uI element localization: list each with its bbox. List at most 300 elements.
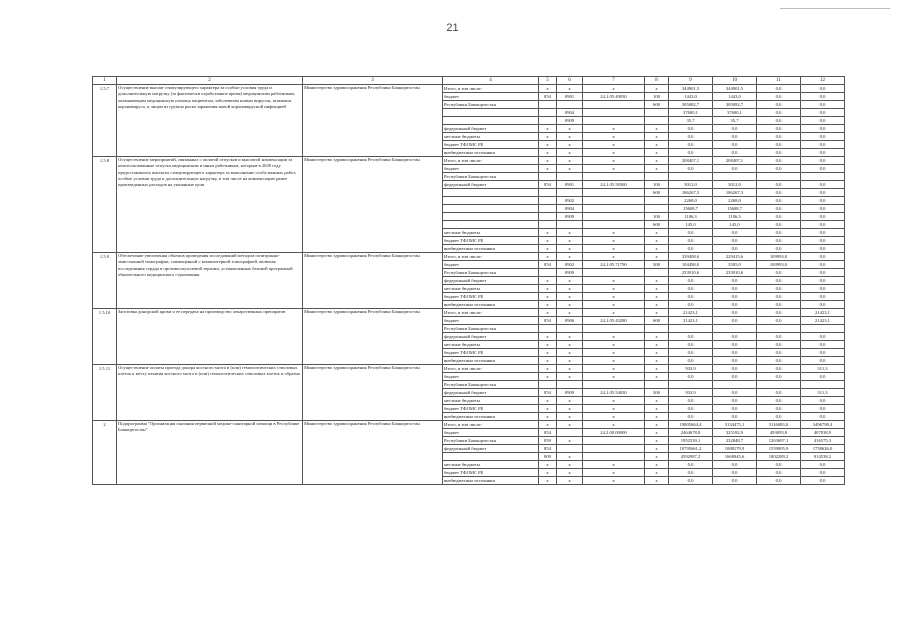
value-cell — [557, 429, 583, 437]
value-cell: x — [539, 149, 557, 157]
value-cell: 1106,3 — [713, 213, 757, 221]
value-cell: x — [583, 461, 645, 469]
value-cell: x — [645, 437, 669, 445]
header-row — [93, 77, 845, 85]
value-cell: 0,0 — [757, 285, 801, 293]
value-cell: x — [583, 357, 645, 365]
value-cell — [539, 325, 557, 333]
value-cell: 0,0 — [757, 157, 801, 165]
value-cell: 229415,6 — [713, 253, 757, 261]
value-cell: 3012,0 — [669, 181, 713, 189]
source-cell: бюджет — [443, 373, 539, 381]
value-cell: x — [645, 157, 669, 165]
value-cell: 854 — [539, 389, 557, 397]
value-cell: x — [539, 461, 557, 469]
source-cell — [443, 117, 539, 125]
header-cell: 1 — [93, 77, 117, 85]
value-cell — [583, 117, 645, 125]
value-cell — [539, 269, 557, 277]
section-name: Заготовка донорской крови и ее передача на производство лекарственных препаратов — [117, 309, 303, 365]
value-cell: 208407,1 — [713, 157, 757, 165]
value-cell: x — [539, 341, 557, 349]
source-cell: Республики Башкортостан — [443, 269, 539, 277]
budget-table-sheet — [92, 76, 844, 485]
source-cell — [443, 453, 539, 461]
value-cell: 0,0 — [801, 157, 845, 165]
value-cell: x — [645, 125, 669, 133]
value-cell: 0,0 — [669, 341, 713, 349]
value-cell — [713, 325, 757, 333]
source-cell: федеральный бюджет — [443, 389, 539, 397]
value-cell — [757, 173, 801, 181]
value-cell: x — [539, 165, 557, 173]
value-cell: x — [539, 333, 557, 341]
value-cell: 0,0 — [801, 341, 845, 349]
value-cell: 0,0 — [801, 469, 845, 477]
value-cell: 854 — [539, 93, 557, 101]
value-cell: 0,0 — [801, 229, 845, 237]
value-cell — [557, 173, 583, 181]
value-cell: x — [583, 309, 645, 317]
value-cell — [645, 117, 669, 125]
value-cell: 3505,0 — [713, 261, 757, 269]
value-cell: 5116083,0 — [757, 421, 801, 429]
value-cell: 344901,5 — [713, 85, 757, 93]
value-cell: 600 — [645, 317, 669, 325]
source-cell: внебюджетные источники — [443, 245, 539, 253]
value-cell: 0,0 — [757, 277, 801, 285]
value-cell: x — [645, 469, 669, 477]
value-cell: 493093,8 — [757, 429, 801, 437]
value-cell: 0,0 — [757, 373, 801, 381]
value-cell — [713, 173, 757, 181]
value-cell: 0,0 — [669, 125, 713, 133]
value-cell: x — [539, 277, 557, 285]
value-cell: 416575,3 — [801, 437, 845, 445]
value-cell: 0,0 — [757, 477, 801, 485]
value-cell: x — [645, 397, 669, 405]
source-cell: бюджет — [443, 261, 539, 269]
value-cell: 0,0 — [757, 269, 801, 277]
value-cell: 0,0 — [757, 237, 801, 245]
value-cell: 854 — [539, 181, 557, 189]
value-cell: 0,0 — [713, 373, 757, 381]
source-cell: Итого, в том числе: — [443, 85, 539, 93]
value-cell: 0,0 — [713, 357, 757, 365]
section-name: Осуществление оплаты проезда донора костного мозга и (или) гемопоэтических стволовых клеток к месту изъятия костного мозга и (или) гемопоэтических стволовых клеток и обратно — [117, 365, 303, 421]
source-cell: Республики Башкортостан — [443, 173, 539, 181]
value-cell — [539, 213, 557, 221]
value-cell: x — [645, 245, 669, 253]
value-cell: 1802289,2 — [757, 453, 801, 461]
section-number: 1.5.11 — [93, 365, 117, 421]
value-cell: 0,0 — [801, 109, 845, 117]
value-cell — [583, 269, 645, 277]
value-cell: x — [583, 253, 645, 261]
value-cell: x — [557, 461, 583, 469]
source-cell — [443, 221, 539, 229]
value-cell: 19805664,4 — [669, 421, 713, 429]
value-cell: 0,0 — [801, 253, 845, 261]
source-cell: Республики Башкортостан — [443, 437, 539, 445]
value-cell — [539, 101, 557, 109]
value-cell: 0902 — [557, 261, 583, 269]
value-cell — [583, 101, 645, 109]
value-cell — [645, 205, 669, 213]
value-cell: 100 — [645, 181, 669, 189]
value-cell: 0,0 — [757, 413, 801, 421]
value-cell: x — [583, 373, 645, 381]
source-cell: бюджет ТФОМС РБ — [443, 349, 539, 357]
value-cell — [801, 381, 845, 389]
value-cell — [539, 109, 557, 117]
value-cell: 186267,3 — [713, 189, 757, 197]
value-cell: x — [645, 341, 669, 349]
value-cell: 0,0 — [757, 365, 801, 373]
value-cell: x — [557, 285, 583, 293]
source-cell: Итого, в том числе: — [443, 253, 539, 261]
value-cell: x — [557, 85, 583, 93]
section-number: 2 — [93, 421, 117, 485]
value-cell: 0,0 — [801, 413, 845, 421]
value-cell: x — [557, 405, 583, 413]
value-cell: x — [557, 301, 583, 309]
section-number: 1.5.8 — [93, 157, 117, 253]
value-cell: 300 — [645, 389, 669, 397]
source-cell: местные бюджеты — [443, 461, 539, 469]
value-cell: 0909 — [557, 213, 583, 221]
value-cell: 1559005,9 — [757, 445, 801, 453]
value-cell: x — [539, 357, 557, 365]
value-cell: x — [645, 357, 669, 365]
value-cell — [583, 453, 645, 461]
value-cell: 0,0 — [669, 333, 713, 341]
value-cell: x — [539, 349, 557, 357]
value-cell: 0,0 — [801, 261, 845, 269]
section-name: Подпрограмма "Организация оказания первичной медико-санитарной помощи в Республике Башкортостан" — [117, 421, 303, 485]
value-cell: 0,0 — [669, 397, 713, 405]
value-cell: 0,0 — [713, 245, 757, 253]
table-row — [93, 421, 845, 429]
value-cell: 854 — [539, 317, 557, 325]
value-cell — [645, 197, 669, 205]
value-cell: 0,0 — [801, 85, 845, 93]
header-cell: 11 — [757, 77, 801, 85]
value-cell: x — [583, 413, 645, 421]
value-cell: 0,0 — [713, 469, 757, 477]
value-cell: 24.1.05.54030 — [583, 389, 645, 397]
value-cell: 0,0 — [757, 101, 801, 109]
value-cell — [539, 205, 557, 213]
value-cell: 0,0 — [757, 213, 801, 221]
value-cell: 0,0 — [669, 301, 713, 309]
value-cell: x — [557, 341, 583, 349]
value-cell: x — [557, 349, 583, 357]
value-cell: 339408,6 — [669, 253, 713, 261]
value-cell: 37600,1 — [713, 109, 757, 117]
value-cell: x — [583, 141, 645, 149]
value-cell: 0901 — [557, 93, 583, 101]
value-cell: 600 — [645, 221, 669, 229]
value-cell — [539, 173, 557, 181]
value-cell: 15608,7 — [669, 205, 713, 213]
value-cell: 0,0 — [713, 165, 757, 173]
value-cell: 0,0 — [669, 357, 713, 365]
value-cell: 0,0 — [713, 413, 757, 421]
value-cell — [539, 189, 557, 197]
value-cell: 1088179,9 — [713, 445, 757, 453]
value-cell: 24.1.05.58360 — [583, 181, 645, 189]
value-cell: x — [583, 149, 645, 157]
value-cell: 600 — [645, 189, 669, 197]
value-cell: x — [557, 125, 583, 133]
value-cell: x — [557, 357, 583, 365]
source-cell: федеральный бюджет — [443, 445, 539, 453]
value-cell: 2268,0 — [669, 197, 713, 205]
value-cell: 0,0 — [713, 477, 757, 485]
value-cell: 0,0 — [713, 277, 757, 285]
value-cell: 0,0 — [713, 125, 757, 133]
value-cell: x — [645, 85, 669, 93]
value-cell: x — [645, 165, 669, 173]
value-cell — [539, 117, 557, 125]
source-cell: бюджет ТФОМС РБ — [443, 293, 539, 301]
table-row — [93, 253, 845, 261]
header-cell: 8 — [645, 77, 669, 85]
value-cell: 0,0 — [669, 149, 713, 157]
value-cell: x — [557, 477, 583, 485]
value-cell: x — [645, 429, 669, 437]
value-cell: x — [539, 413, 557, 421]
value-cell: x — [583, 421, 645, 429]
source-cell — [443, 197, 539, 205]
value-cell: x — [645, 461, 669, 469]
value-cell — [557, 381, 583, 389]
value-cell: x — [557, 245, 583, 253]
value-cell: x — [539, 125, 557, 133]
value-cell: x — [645, 405, 669, 413]
value-cell — [557, 325, 583, 333]
source-cell: местные бюджеты — [443, 229, 539, 237]
source-cell: бюджет — [443, 429, 539, 437]
value-cell: 208407,1 — [669, 157, 713, 165]
value-cell: 0,0 — [757, 293, 801, 301]
value-cell: 0,0 — [801, 349, 845, 357]
value-cell: 305082,7 — [713, 101, 757, 109]
value-cell: 0,0 — [757, 109, 801, 117]
value-cell: 1443,0 — [669, 93, 713, 101]
value-cell: 100 — [645, 93, 669, 101]
value-cell: x — [645, 453, 669, 461]
value-cell: 0,0 — [757, 133, 801, 141]
value-cell: x — [539, 405, 557, 413]
value-cell: 0,0 — [801, 117, 845, 125]
value-cell: 0,0 — [713, 301, 757, 309]
value-cell — [539, 197, 557, 205]
value-cell: x — [539, 477, 557, 485]
value-cell: 0,0 — [669, 461, 713, 469]
source-cell: Республики Башкортостан — [443, 381, 539, 389]
value-cell: 0,0 — [713, 365, 757, 373]
value-cell: x — [583, 125, 645, 133]
value-cell: x — [645, 421, 669, 429]
value-cell — [801, 173, 845, 181]
value-cell: 0,0 — [757, 461, 801, 469]
value-cell: x — [583, 229, 645, 237]
value-cell: 311,3 — [801, 389, 845, 397]
value-cell: 407038,9 — [801, 429, 845, 437]
value-cell — [645, 269, 669, 277]
value-cell — [645, 325, 669, 333]
value-cell: 0,0 — [801, 141, 845, 149]
value-cell: 232848,7 — [713, 437, 757, 445]
value-cell: 600 — [645, 101, 669, 109]
value-cell — [583, 325, 645, 333]
value-cell: x — [539, 229, 557, 237]
value-cell — [583, 173, 645, 181]
value-cell: 0,0 — [757, 125, 801, 133]
header-cell: 4 — [443, 77, 539, 85]
value-cell: 854 — [539, 445, 557, 453]
source-cell: местные бюджеты — [443, 341, 539, 349]
value-cell — [669, 381, 713, 389]
source-cell: бюджет ТФОМС РБ — [443, 237, 539, 245]
value-cell: x — [557, 293, 583, 301]
value-cell: 0,0 — [669, 413, 713, 421]
header-cell: 12 — [801, 77, 845, 85]
value-cell: 35,7 — [713, 117, 757, 125]
value-cell: 0,0 — [669, 349, 713, 357]
value-cell: x — [557, 421, 583, 429]
value-cell: 0902 — [557, 197, 583, 205]
value-cell: 0,0 — [713, 397, 757, 405]
value-cell: 0,0 — [801, 333, 845, 341]
value-cell: 0,0 — [669, 469, 713, 477]
value-cell — [645, 173, 669, 181]
value-cell: 859 — [539, 437, 557, 445]
value-cell: x — [645, 141, 669, 149]
top-rule — [780, 8, 890, 9]
value-cell: x — [557, 365, 583, 373]
source-cell: бюджет — [443, 93, 539, 101]
value-cell: 21423,1 — [801, 309, 845, 317]
source-cell: Республики Башкортостан — [443, 325, 539, 333]
value-cell: x — [539, 365, 557, 373]
value-cell: 233910,6 — [669, 269, 713, 277]
value-cell: 0,0 — [801, 301, 845, 309]
value-cell: 1952539,1 — [669, 437, 713, 445]
value-cell: 104498,0 — [669, 261, 713, 269]
value-cell: x — [645, 349, 669, 357]
value-cell: x — [557, 141, 583, 149]
value-cell: 0,0 — [757, 93, 801, 101]
value-cell: 0,0 — [757, 221, 801, 229]
value-cell: 0,0 — [757, 349, 801, 357]
value-cell: 0,0 — [801, 477, 845, 485]
value-cell: 0,0 — [757, 117, 801, 125]
value-cell: x — [645, 293, 669, 301]
source-cell: внебюджетные источники — [443, 301, 539, 309]
source-cell: бюджет ТФОМС РБ — [443, 141, 539, 149]
value-cell: x — [539, 397, 557, 405]
value-cell: 0,0 — [669, 237, 713, 245]
value-cell: x — [539, 141, 557, 149]
value-cell — [583, 437, 645, 445]
value-cell: x — [557, 229, 583, 237]
value-cell — [583, 205, 645, 213]
value-cell: 0,0 — [801, 93, 845, 101]
table-row — [93, 157, 845, 165]
value-cell: x — [539, 285, 557, 293]
value-cell: 2268,0 — [713, 197, 757, 205]
value-cell: x — [557, 413, 583, 421]
value-cell: 0,0 — [757, 245, 801, 253]
source-cell: федеральный бюджет — [443, 125, 539, 133]
value-cell: x — [539, 237, 557, 245]
source-cell: федеральный бюджет — [443, 181, 539, 189]
value-cell: x — [645, 277, 669, 285]
header-cell: 6 — [557, 77, 583, 85]
value-cell: 325182,9 — [713, 429, 757, 437]
value-cell: 0,0 — [801, 205, 845, 213]
value-cell: 0,0 — [801, 397, 845, 405]
value-cell: 0,0 — [669, 405, 713, 413]
value-cell: 0,0 — [757, 189, 801, 197]
value-cell: x — [583, 285, 645, 293]
value-cell: 0,0 — [801, 269, 845, 277]
value-cell: 0,0 — [713, 461, 757, 469]
value-cell: 2464678,8 — [669, 429, 713, 437]
value-cell: 0909 — [557, 269, 583, 277]
value-cell: 0909 — [557, 117, 583, 125]
value-cell: 0,0 — [713, 317, 757, 325]
value-cell: 305082,7 — [669, 101, 713, 109]
source-cell: внебюджетные источники — [443, 357, 539, 365]
value-cell: 0,0 — [757, 181, 801, 189]
value-cell: 0,0 — [669, 141, 713, 149]
value-cell: 0,0 — [713, 341, 757, 349]
value-cell — [645, 109, 669, 117]
value-cell: 0,0 — [757, 389, 801, 397]
value-cell: 311,3 — [801, 365, 845, 373]
value-cell: 3012,0 — [713, 181, 757, 189]
value-cell: 0,0 — [757, 309, 801, 317]
value-cell: 0,0 — [669, 165, 713, 173]
value-cell: x — [583, 349, 645, 357]
value-cell — [583, 109, 645, 117]
source-cell: Итого, в том числе: — [443, 365, 539, 373]
value-cell: x — [557, 277, 583, 285]
section-org: Министерство здравоохранения Республики Башкортостан — [303, 253, 443, 309]
value-cell: 854 — [539, 429, 557, 437]
value-cell: x — [583, 469, 645, 477]
section-number: 1.5.10 — [93, 309, 117, 365]
value-cell: 1443,0 — [713, 93, 757, 101]
source-cell — [443, 189, 539, 197]
source-cell: внебюджетные источники — [443, 149, 539, 157]
value-cell: x — [583, 133, 645, 141]
value-cell: x — [645, 149, 669, 157]
header-cell: 2 — [117, 77, 303, 85]
value-cell: 0,0 — [801, 373, 845, 381]
source-cell: Республики Башкортостан — [443, 101, 539, 109]
value-cell: 0,0 — [757, 333, 801, 341]
value-cell: x — [583, 365, 645, 373]
value-cell: x — [583, 333, 645, 341]
value-cell — [539, 381, 557, 389]
value-cell: x — [583, 293, 645, 301]
value-cell — [557, 445, 583, 453]
